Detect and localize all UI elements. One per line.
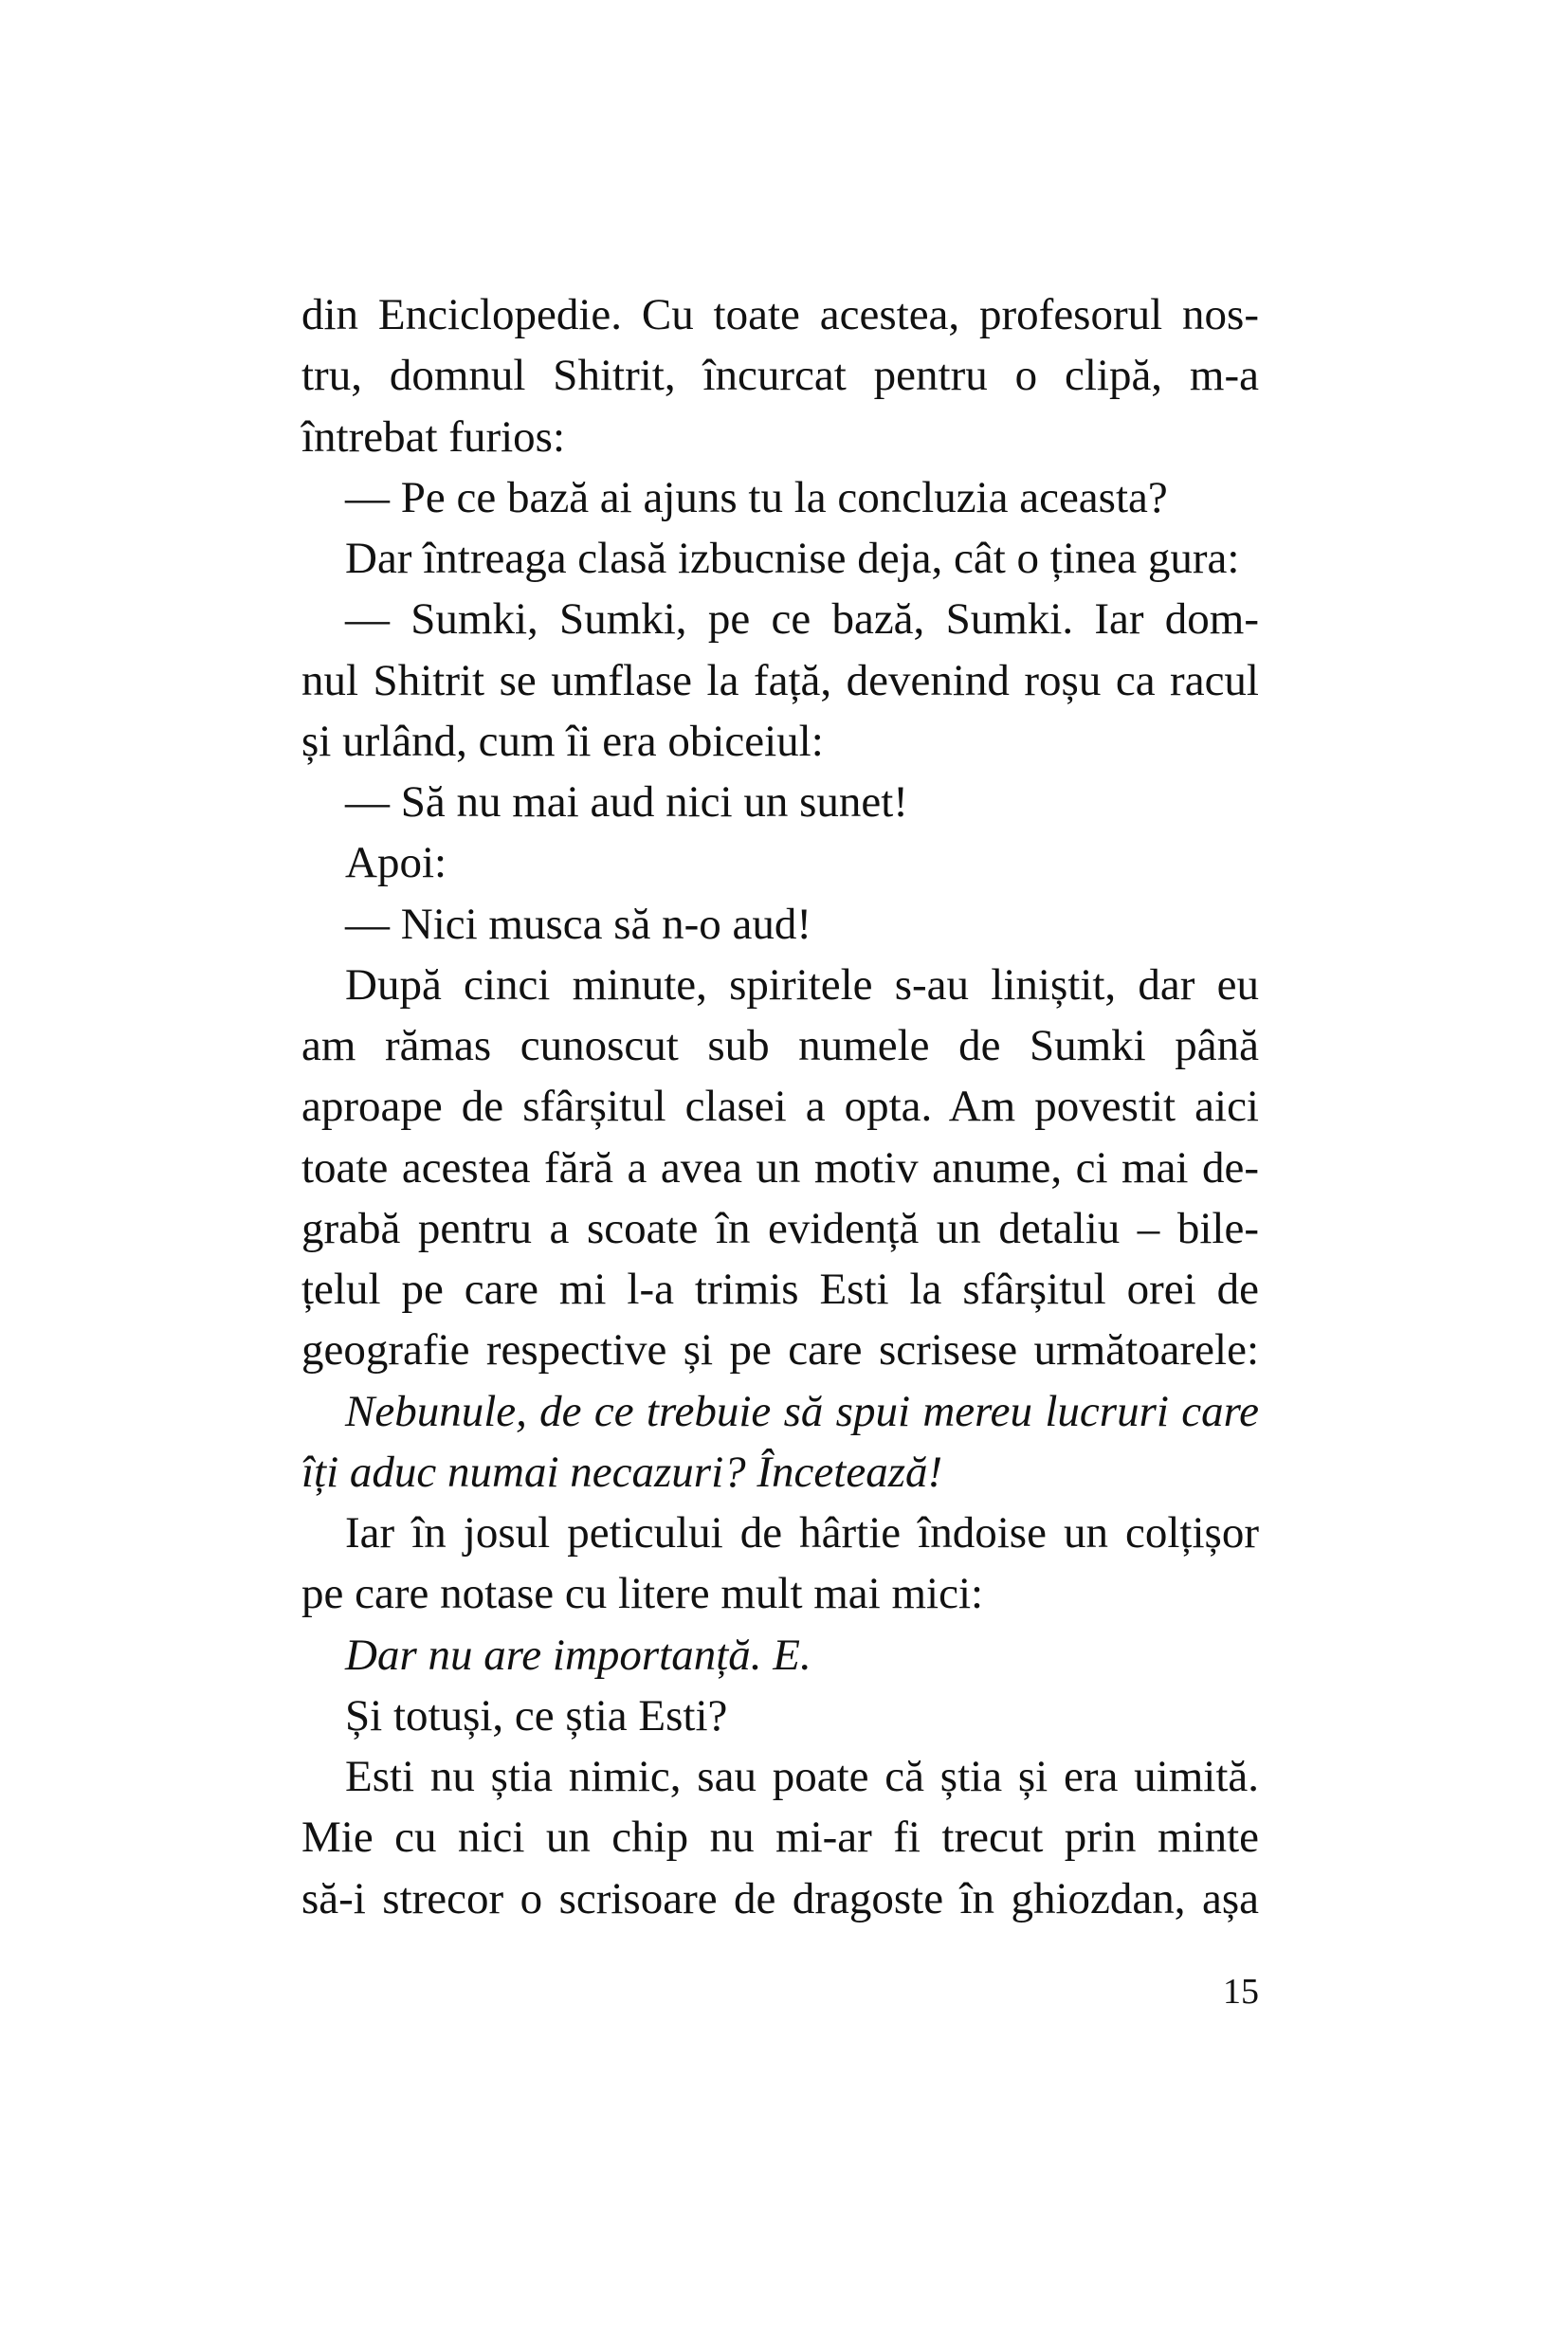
italic-note-line: Nebunule, de ce trebuie să spui mereu lucruri care — [345, 1386, 1259, 1436]
dialogue-line: — Nici musca să n-o aud! — [345, 899, 812, 949]
text-line: Mie cu nici un chip nu mi-ar fi trecut prin minte — [301, 1813, 1259, 1863]
text-line: toate acestea fără a avea un motiv anume, ci mai de- — [301, 1142, 1259, 1193]
text-line: tru, domnul Shitrit, încurcat pentru o clipă, m-a — [301, 351, 1259, 401]
italic-note-line: îți aduc numai necazuri? Încetează! — [301, 1447, 943, 1497]
text-line: nul Shitrit se umflase la față, devenind roșu ca racul — [301, 655, 1259, 705]
body-text — [301, 284, 1259, 1929]
text-line: întrebat furios: — [301, 411, 566, 462]
page-number: 15 — [1223, 1972, 1259, 2012]
dialogue-line: — Să nu mai aud nici un sunet! — [345, 777, 908, 827]
text-line: și urlând, cum îi era obiceiul: — [301, 716, 824, 766]
text-line: geografie respective și pe care scrisese următoarele: — [301, 1325, 1259, 1376]
text-line: să-i strecor o scrisoare de dragoste în ghiozdan, așa — [301, 1873, 1259, 1923]
text-line: Iar în josul peticului de hârtie îndoise un colțișor — [345, 1508, 1259, 1558]
dialogue-line: — Sumki, Sumki, pe ce bază, Sumki. Iar dom- — [345, 594, 1259, 645]
text-line: am rămas cunoscut sub numele de Sumki până — [301, 1021, 1259, 1070]
text-line: Apoi: — [345, 838, 447, 888]
text-line: aproape de sfârșitul clasei a opta. Am povestit aici — [301, 1082, 1259, 1132]
text-line: din Enciclopedie. Cu toate acestea, profesorul nos- — [301, 290, 1259, 339]
dialogue-line: — Pe ce bază ai ajuns tu la concluzia aceasta? — [345, 472, 1168, 522]
text-line: Esti nu știa nimic, sau poate că știa și era uimită. — [345, 1752, 1259, 1801]
text-line: țelul pe care mi l-a trimis Esti la sfârșitul orei de — [301, 1265, 1259, 1314]
text-line: pe care notase cu litere mult mai mici: — [301, 1569, 984, 1619]
italic-note-line: Dar nu are importanță. E. — [345, 1630, 811, 1680]
text-line: După cinci minute, spiritele s-au liniștit, dar eu — [345, 959, 1259, 1010]
text-line: Dar întreaga clasă izbucnise deja, cât o ținea gura: — [345, 534, 1240, 583]
text-line: grabă pentru a scoate în evidență un detaliu – bile- — [301, 1203, 1259, 1253]
text-line: Și totuși, ce știa Esti? — [345, 1690, 728, 1740]
